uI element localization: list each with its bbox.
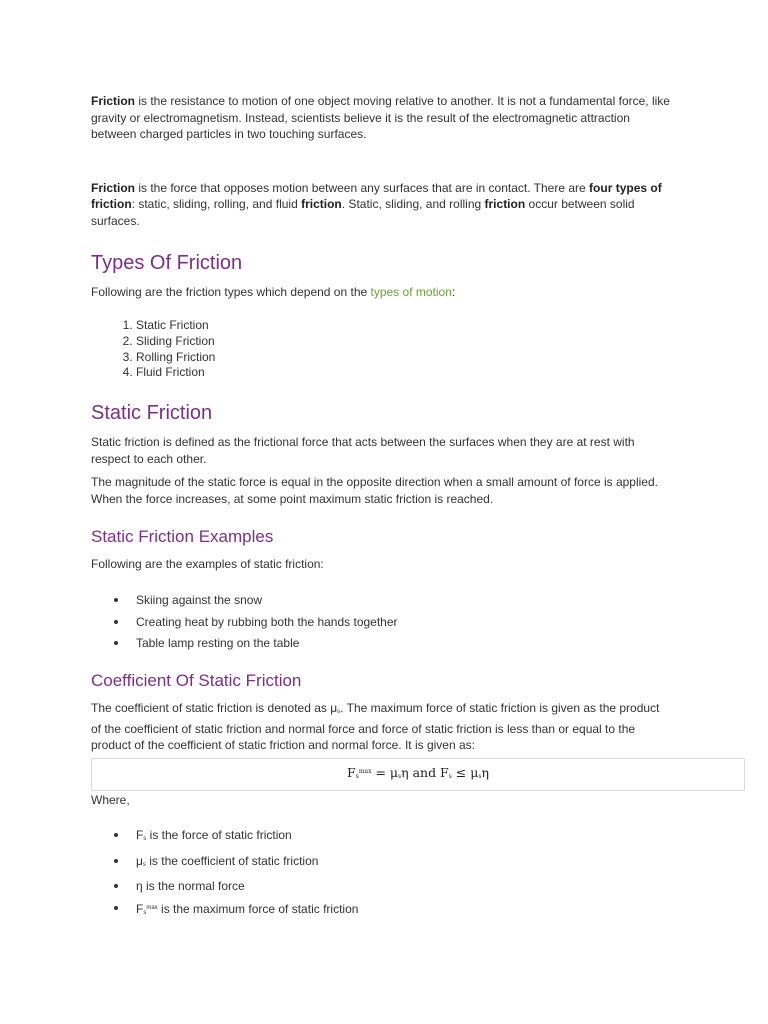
subscript: s bbox=[142, 861, 146, 868]
list-item: Skiing against the snow bbox=[136, 592, 716, 608]
formula-box bbox=[91, 758, 745, 791]
where-label: Where, bbox=[91, 793, 130, 807]
paragraph-text: is the resistance to motion of one object moving relative to another. It is not a fundamental force, like gravity or electromagnetism. Instead, scientists believe it is the result of the electromagnetic attraction between charged particles in two touching surfaces. bbox=[91, 94, 670, 141]
paragraph-text: occur between solid surfaces. bbox=[91, 197, 635, 228]
types-of-motion-link[interactable]: types of motion bbox=[370, 285, 452, 299]
formula bbox=[347, 764, 489, 786]
definition-text: is the coefficient of static friction bbox=[145, 853, 319, 868]
subscript: s bbox=[143, 836, 147, 842]
definitions-list bbox=[91, 827, 716, 921]
symbol: η bbox=[136, 879, 143, 893]
subscript: s bbox=[355, 772, 359, 780]
superscript: max bbox=[358, 767, 372, 775]
paragraph-text: Following are the friction types which depend on the bbox=[91, 285, 371, 299]
examples-lead: Following are the examples of static friction: bbox=[91, 557, 324, 571]
static-paragraph-1: Static friction is defined as the frictional force that acts between the surfaces when they are at rest with respect to each other. bbox=[91, 435, 635, 466]
symbol: F bbox=[136, 901, 144, 916]
intro-paragraph-2 bbox=[91, 180, 671, 230]
symbol: F bbox=[136, 828, 144, 842]
superscript: max bbox=[146, 904, 158, 911]
formula-symbol: η bbox=[481, 764, 489, 780]
bold-term: friction bbox=[484, 197, 526, 211]
list-item: Table lamp resting on the table bbox=[136, 635, 716, 651]
types-heading: Types Of Friction bbox=[91, 252, 243, 274]
subscript: s bbox=[337, 709, 341, 715]
types-lead bbox=[91, 284, 671, 301]
formula-symbol: η and F bbox=[401, 764, 449, 780]
examples-list bbox=[91, 592, 716, 651]
examples-heading: Static Friction Examples bbox=[91, 527, 274, 546]
article-body bbox=[91, 93, 671, 229]
coefficient-heading: Coefficient Of Static Friction bbox=[91, 671, 302, 690]
list-item: 3. Rolling Friction bbox=[136, 350, 716, 366]
formula-symbol: ≤ μ bbox=[451, 764, 479, 780]
types-list bbox=[91, 318, 716, 381]
list-item bbox=[136, 827, 716, 847]
list-item: 4. Fluid Friction bbox=[136, 365, 716, 381]
bold-term: four types of friction bbox=[91, 180, 662, 211]
coefficient-paragraph bbox=[91, 700, 671, 754]
bold-term: friction bbox=[301, 197, 342, 211]
paragraph-text: : static, sliding, rolling, and fluid bbox=[131, 197, 302, 211]
list-item: Creating heat by rubbing both the hands together bbox=[136, 614, 716, 630]
static-paragraph-2: The magnitude of the static force is equal in the opposite direction when a small amount of force is applied. When the force increases, at some point maximum static friction is reached. bbox=[91, 475, 658, 506]
list-item bbox=[136, 853, 716, 873]
subscript: s bbox=[478, 772, 482, 780]
subscript: s bbox=[143, 909, 147, 916]
definition-text: is the maximum force of static friction bbox=[157, 901, 359, 916]
list-item bbox=[136, 878, 716, 894]
bold-term: Friction bbox=[91, 180, 135, 195]
subscript: s bbox=[448, 772, 452, 780]
list-item bbox=[136, 900, 716, 921]
symbol: μ bbox=[136, 853, 143, 868]
formula-symbol: F bbox=[347, 764, 356, 780]
formula-symbol: = μ bbox=[371, 764, 399, 780]
definition-text: is the force of static friction bbox=[146, 828, 292, 842]
paragraph-text: is the force that opposes motion between any surfaces that are in contact. There are bbox=[135, 180, 590, 195]
static-heading: Static Friction bbox=[91, 402, 213, 424]
paragraph-text: The coefficient of static friction is denoted as μ bbox=[91, 701, 338, 715]
paragraph-text: . The maximum force of static friction is given as the product of the coefficient of static friction and normal force and force of static friction is less than or equal to the product of the coefficient of static friction and normal force. It is given as: bbox=[91, 701, 660, 752]
definition-text: is the normal force bbox=[142, 879, 245, 893]
intro-paragraph-1 bbox=[91, 93, 671, 143]
paragraph-text: : bbox=[451, 285, 456, 299]
bold-term: Friction bbox=[91, 94, 135, 108]
list-item: 1. Static Friction bbox=[136, 318, 716, 334]
list-item: 2. Sliding Friction bbox=[136, 334, 716, 350]
subscript: s bbox=[398, 772, 402, 780]
paragraph-text: . Static, sliding, and rolling bbox=[341, 197, 485, 211]
